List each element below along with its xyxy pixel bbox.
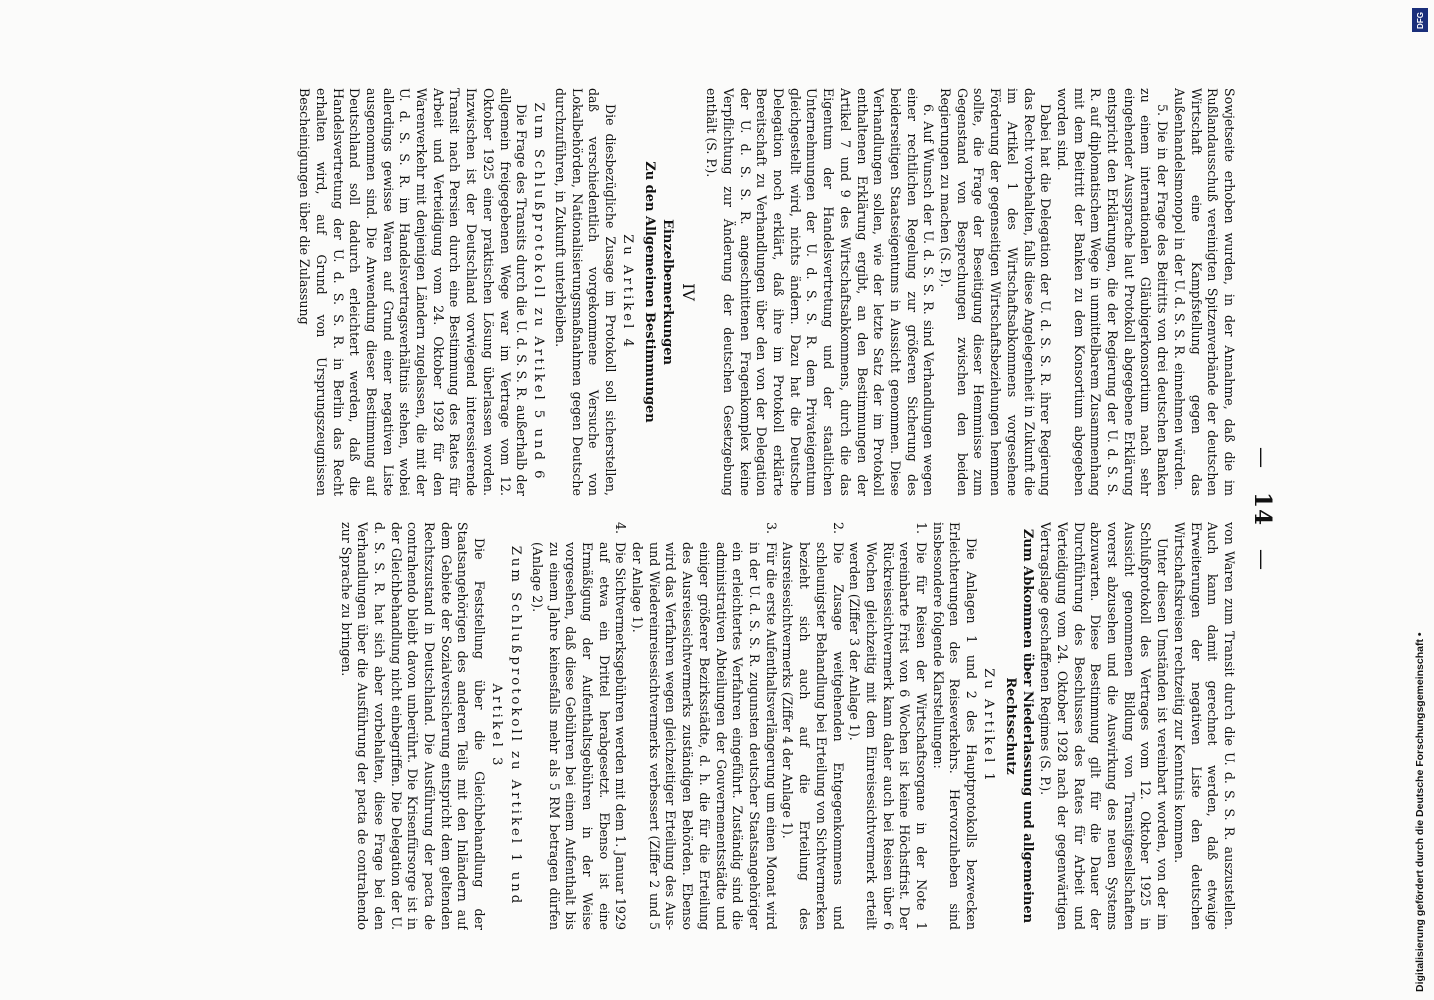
section-heading: Einzelbemerkungen	[660, 219, 676, 365]
numbered-item	[528, 522, 628, 930]
paragraph: Sowjetseite erhoben wurden, in der Annahme, daß die im Rußlandausschuß vereinigten Spitzenverbände der deutschen Wirtschaft eine Kampfstellung gegen das Außenhandelsmonopol in der U. d. S. S. R. einnehmen würden.	[1171, 88, 1237, 496]
rotated-document-page	[86, 82, 1281, 936]
subsection-heading: Zum Schlußprotokoll zu Artikel 1 und Artikel 3	[489, 545, 524, 907]
header-dash-left: —	[1250, 446, 1274, 469]
item-number: 2.	[830, 522, 846, 535]
paragraph: Dabei hat die Delegation der U. d. S. S. R. ihrer Regierung das Recht vorbehalten, falls diese Angelegenheit in Zukunft die im Artikel 1 des Wirtschaftsabkommens vorgesehene Förderung der gegenseitigen Wirtschaftsbeziehungen hemmen sollte, die Frage der Beseitigung dieser Hemmnisse zum Gegenstand von Besprechungen zwischen den beiden Regierungen zu machen (S. P.).	[938, 88, 1054, 496]
subsection-heading: Zum Schlußprotokoll zu Artikel 5 und 6	[531, 102, 547, 482]
funding-note: Digitalisierung gefördert durch die Deutsche Forschungsgemeinschaft •	[1414, 632, 1426, 992]
right-text-column	[87, 522, 1237, 930]
digitization-credit	[1410, 8, 1430, 992]
item-number: 3.	[763, 522, 779, 535]
item-number: 1.	[914, 522, 930, 535]
subsection-heading: Zu Artikel 1	[981, 668, 997, 784]
paragraph: Die diesbezügliche Zusage im Protokoll soll sicherstellen, daß verschiedentlich vorgekommene Versuche von Lokalbehörden, Nationalisierungsmaßnahmen gegen Deutsche durchzuführen, in Zukunft unterbleiben.	[552, 88, 619, 496]
paragraph: Die Feststellung über die Gleichbehandlung der Staatsangehörigen des anderen Teils mit den Inländern auf dem Gebiete der Sozialversicherung entspricht dem geltenden Rechtszustand in Deutschland. Die Ausführung der pacta de contrahendo bleibt davon unberührt. Die Krisenfürsorge ist in der Gleichbehandlung nicht einbegriffen. Die Delegation der U. d. S. S. R. hat sich aber vorbehalten, diese Frage bei den Verhandlungen über die Ausführung der pacta de contrahendo zur Sprache zu bringen.	[338, 522, 488, 930]
item-text: Die für Reisen der Wirtschaftsorgane in der Note 1 vereinbarte Frist von 6 Wochen ist keine Höchstfrist. Der Rückreisesichtvermerk kann daher auch bei Reisen über 6 Wochen gleichzeitig mit dem Einreisesichtvermerk erteilt werden (Ziffer 3 der Anlage 1).	[847, 542, 930, 930]
item-text: Für die erste Aufenthaltsverlängerung um einen Monat wird in der U. d. S. S. R. zugunsten deutscher Staatsangehöriger ein erleichtertes Verfahren eingeführt. Zuständig sind die administrativen Abteilungen der Gouvernementsstädte und einiger größerer Bezirksstädte, d. h. die für die Erteilung des Ausreisesichtvermerks zuständigen Behörden. Ebenso wird das Verfahren wegen gleichzeitiger Erteilung des Aus- und Wiedereinreisesichtvermerks verbessert (Ziffer 2 und 5 der Anlage 1).	[630, 542, 779, 930]
paragraph: 6. Auf Wunsch der U. d. S. S. R. sind Verhandlungen wegen einer rechtlichen Regelung zur größeren Sicherung des beiderseitigen Staatseigentums in Aussicht genommen. Diese Verhandlungen sollen, wie der letzte Satz der im Protokoll enthaltenen Erklärung ergibt, an den Bestimmungen der Artikel 7 und 9 des Wirtschaftsabkommens, durch die das Eigentum der Handelsvertretung und der staatlichen Unternehmungen der U. d. S. S. R. dem Privateigentum gleichgestellt wird, nichts ändern. Dazu hat die Deutsche Delegation noch erklärt, daß ihre im Protokoll erklärte Bereitschaft zu Verhandlungen über den von der Delegation der U. d. S. S. R. angeschnittenen Fragenkomplex keine Verpflichtung zur Änderung der deutschen Gesetzgebung enthält (S. P.).	[704, 88, 937, 496]
header-dash-right: —	[1250, 549, 1274, 572]
item-number: 4.	[613, 522, 629, 535]
numbered-item	[779, 522, 846, 930]
numbered-item	[628, 522, 778, 930]
section-heading: Zum Abkommen über Niederlassung und allgemeinen Rechtsschutz	[1002, 528, 1035, 924]
section-heading: Zu den Allgemeinen Bestimmungen	[641, 161, 657, 423]
page-number: 14	[1249, 491, 1276, 526]
item-text: Die Sichtvermerksgebühren werden mit dem 1. Januar 1929 auf etwa ein Drittel herabgesetzt. Ebenso ist eine Ermäßigung der Aufenthaltsgebühren in der Weise vorgesehen, daß diese Gebühren bei einem Aufenthalt bis zu einem Jahre keinesfalls mehr als 5 RM betragen dürfen (Anlage 2).	[529, 542, 629, 930]
page-header	[1247, 82, 1277, 936]
section-numeral: IV	[679, 283, 699, 301]
paragraph: Unter diesen Umständen ist vereinbart worden, von der im Schlußprotokoll des Vertrages vom 12. Oktober 1925 in Aussicht genommenen Bildung von Transitgesellschaften vorerst abzusehen und die Auswirkung des neuen Systems abzuwarten. Diese Bestimmung gilt für die Dauer der Durchführung des Beschlusses des Rates für Arbeit und Verteidigung vom 24. Oktober 1928 nach der gegenwärtigen Vertragslage geschaffenen Regimes (S. P.).	[1038, 522, 1171, 930]
subsection-heading: Zu Artikel 4	[620, 234, 636, 350]
left-text-column	[87, 88, 1237, 496]
item-text: Die Zusage weitgehenden Entgegenkommens und schleunigster Behandlung bei Erteilung von Sichtvermerken bezieht sich auch auf die Erteilung des Ausreisesichtvermerks (Ziffer 4 der Anlage 1).	[780, 542, 846, 930]
paragraph: Die Frage des Transits durch die U. d. S. S. R. außerhalb der allgemein freigegebenen Wege war im Vertrage vom 12. Oktober 1925 einer praktischen Lösung überlassen worden. Inzwischen ist der Deutschland vorwiegend interessierende Transit nach Persien durch eine Bestimmung des Rates für Arbeit und Verteidigung vom 24. Oktober 1928 für den Warenverkehr mit denjenigen Ländern zugelassen, die mit der U. d. S. S. R. im Handelsvertragsverhältnis stehen, wobei allerdings gewisse Waren auf Grund einer negativen Liste ausgenommen sind. Die Anwendung dieser Bestimmung auf Deutschland soll dadurch erleichtert werden, daß die Handelsvertretung der U. d. S. S. R. in Berlin das Recht erhalten wird, auf Grund von Ursprungszeugnissen Bescheinigungen über die Zulassung	[297, 88, 530, 496]
dfg-logo: DFG	[1412, 8, 1428, 32]
numbered-item	[846, 522, 930, 930]
paragraph: Die Anlagen 1 und 2 des Hauptprotokolls bezwecken Erleichterungen des Reiseverkehrs. Hervorzuheben sind insbesondere folgende Klarstellungen:	[930, 522, 980, 930]
paragraph: von Waren zum Transit durch die U. d. S. S. R. auszustellen. Auch kann damit gerechnet werden, daß etwaige Erweiterungen der negativen Liste den deutschen Wirtschaftskreisen rechtzeitig zur Kenntnis kommen.	[1171, 522, 1237, 930]
paragraph: 5. Die in der Frage des Beitritts von drei deutschen Banken zu einem internationalen Gläubigerkonsortium nach sehr eingehender Aussprache laut Protokoll abgegebene Erklärung entspricht den Erklärungen, die der Regierung der U. d. S. S. R. auf diplomatischem Wege in unmittelbarem Zusammenhang mit dem Beitritt der Banken zu dem Konsortium abgegeben worden sind.	[1054, 88, 1171, 496]
